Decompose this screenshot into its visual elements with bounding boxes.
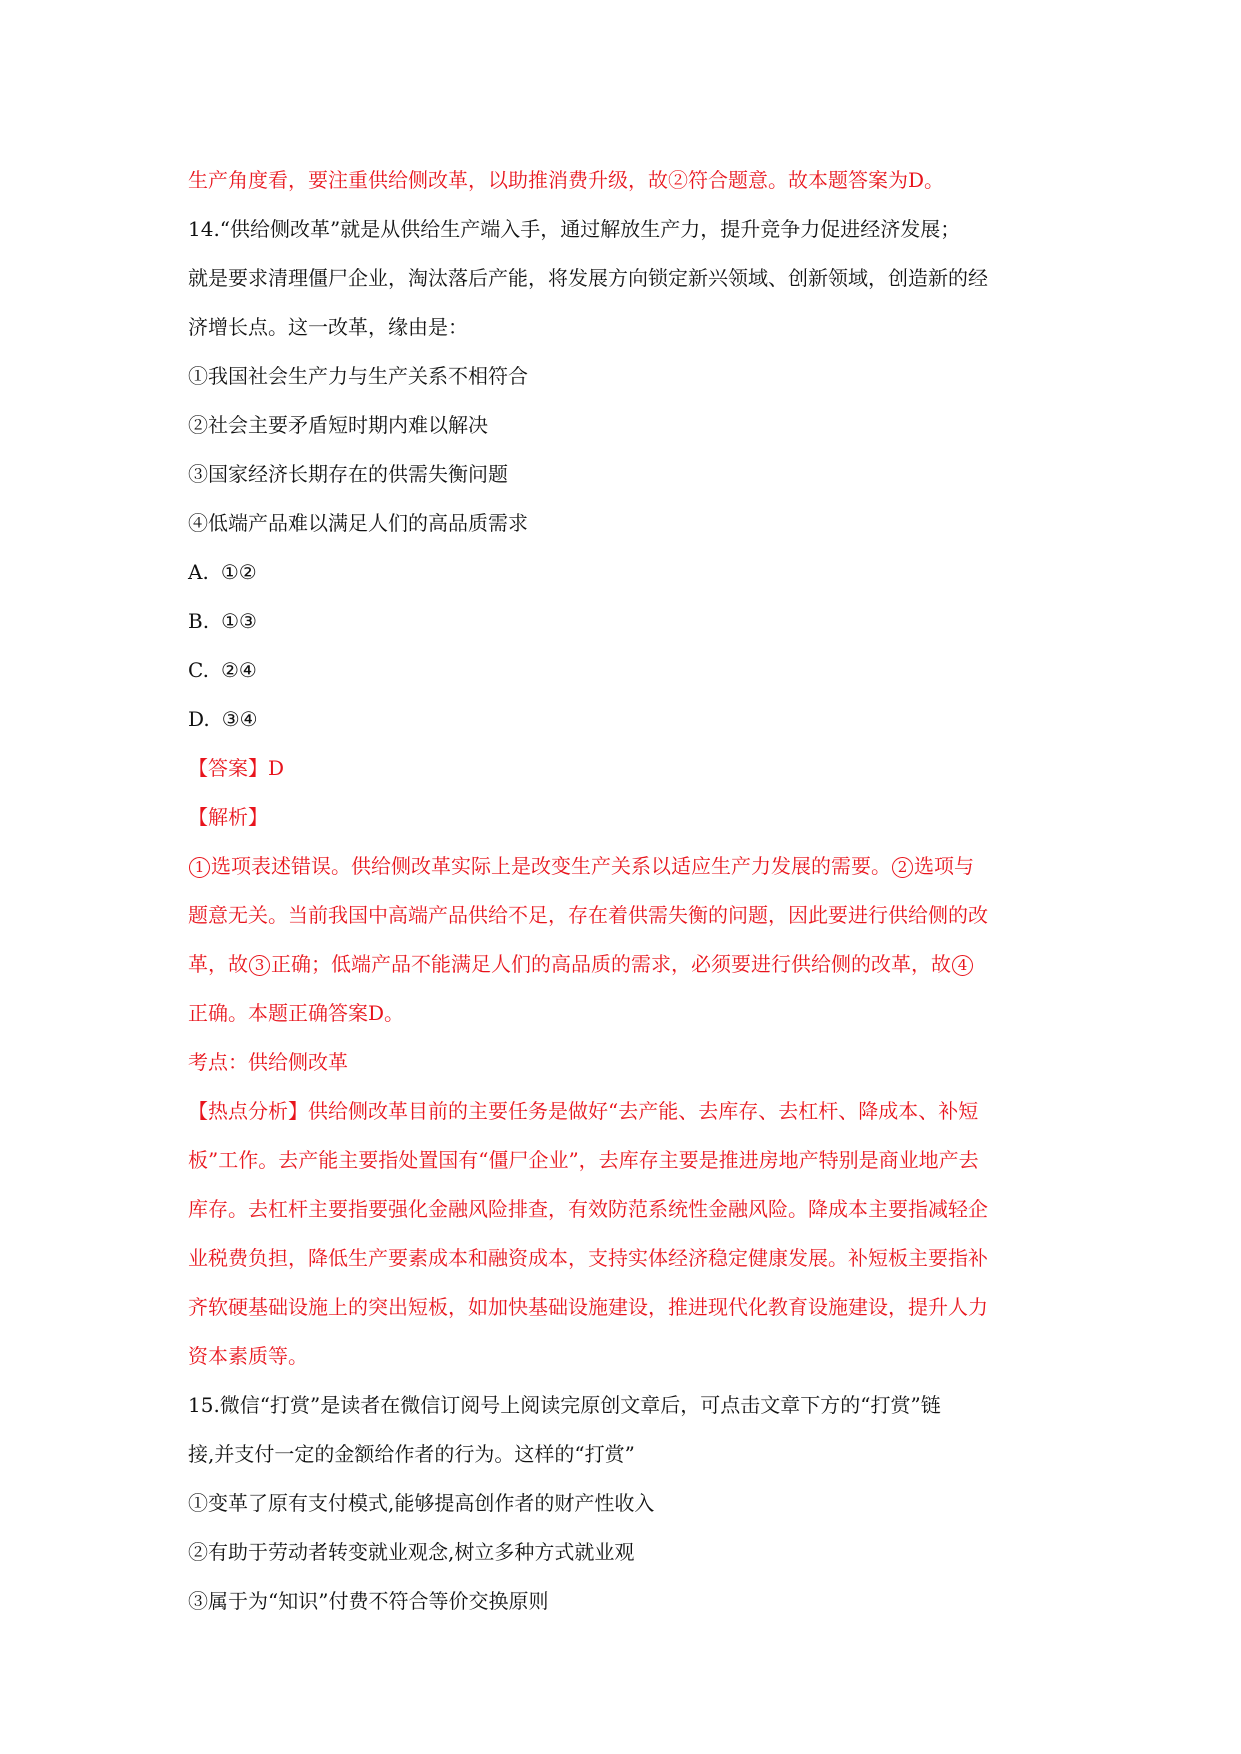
question-15-stem-line-2: 接,并支付一定的金额给作者的行为。这样的“打赏” <box>188 1442 635 1466</box>
option-letter: D. <box>188 707 210 731</box>
analysis-tag: 【解析】 <box>188 805 268 829</box>
hot-analysis-line-6: 资本素质等。 <box>188 1344 308 1368</box>
analysis-line-4: 正确。本题正确答案D。 <box>188 1001 405 1025</box>
document-page <box>188 156 1058 1626</box>
hot-analysis-line-3: 库存。去杠杆主要指要强化金融风险排查，有效防范系统性金融风险。降成本主要指减轻企 <box>188 1197 988 1221</box>
previous-analysis-continuation: 生产角度看，要注重供给侧改革，以助推消费升级，故②符合题意。故本题答案为D。 <box>188 168 945 192</box>
statement-4: ④低端产品难以满足人们的高品质需求 <box>188 511 528 535</box>
option-letter: B. <box>188 609 210 633</box>
statement-2: ②社会主要矛盾短时期内难以解决 <box>188 413 488 437</box>
option-a <box>188 548 1058 597</box>
question-14-stem-line-2: 就是要求清理僵尸企业，淘汰落后产能，将发展方向锁定新兴领域、创新领域，创造新的经 <box>188 266 988 290</box>
analysis-text: 革，故 <box>188 952 248 976</box>
answer-tag: 【答案】 <box>188 756 268 780</box>
option-c <box>188 646 1058 695</box>
question-15-stem-line-1: 15.微信“打赏”是读者在微信订阅号上阅读完原创文章后，可点击文章下方的“打赏”链 <box>188 1393 941 1417</box>
option-text: ①② <box>220 560 257 584</box>
analysis-line-3 <box>188 940 1058 989</box>
analysis-text: 选项表述错误。供给侧改革实际上是改变生产关系以适应生产力发展的需要。 <box>211 854 891 878</box>
hot-analysis-line-5: 齐软硬基础设施上的突出短板，如加快基础设施建设，推进现代化教育设施建设，提升人力 <box>188 1295 988 1319</box>
hot-analysis-line-2: 板”工作。去产能主要指处置国有“僵尸企业”，去库存主要是推进房地产特别是商业地产去 <box>188 1148 979 1172</box>
statement-1: ①我国社会生产力与生产关系不相符合 <box>188 364 528 388</box>
option-letter: A. <box>188 560 209 584</box>
statement-2: ②有助于劳动者转变就业观念,树立多种方式就业观 <box>188 1540 635 1564</box>
hot-analysis-line-4: 业税费负担，降低生产要素成本和融资成本，支持实体经济稳定健康发展。补短板主要指补 <box>188 1246 988 1270</box>
statement-1: ①变革了原有支付模式,能够提高创作者的财产性收入 <box>188 1491 655 1515</box>
question-15 <box>188 1381 1058 1626</box>
analysis-line-2: 题意无关。当前我国中高端产品供给不足，存在着供需失衡的问题，因此要进行供给侧的改 <box>188 903 988 927</box>
question-14 <box>188 205 1058 1381</box>
hot-analysis-text: 供给侧改革目前的主要任务是做好“去产能、去库存、去杠杆、降成本、补短 <box>308 1099 979 1123</box>
option-d <box>188 695 1058 744</box>
statement-3: ③国家经济长期存在的供需失衡问题 <box>188 462 508 486</box>
analysis-line-1 <box>188 842 1058 891</box>
option-text: ①③ <box>221 609 257 633</box>
kaodian-line: 考点：供给侧改革 <box>188 1050 348 1074</box>
statement-3: ③属于为“知识”付费不符合等价交换原则 <box>188 1589 549 1613</box>
answer-line <box>188 744 1058 793</box>
option-letter: C. <box>188 658 209 682</box>
option-b <box>188 597 1058 646</box>
circled-number: 4 <box>952 955 973 976</box>
question-14-stem-line-1: 14.“供给侧改革”就是从供给生产端入手，通过解放生产力，提升竞争力促进经济发展； <box>188 217 961 241</box>
analysis-text: 正确；低端产品不能满足人们的高品质的需求，必须要进行供给侧的改革，故 <box>271 952 951 976</box>
circled-number: 2 <box>892 857 913 878</box>
circled-number: 1 <box>189 857 210 878</box>
question-14-stem-line-3: 济增长点。这一改革，缘由是： <box>188 315 468 339</box>
answer-value: D <box>268 756 285 780</box>
circled-number: 3 <box>249 955 270 976</box>
hot-analysis-line-1 <box>188 1087 1058 1136</box>
option-text: ②④ <box>220 658 257 682</box>
option-text: ③④ <box>221 707 258 731</box>
hot-analysis-tag: 【热点分析】 <box>188 1099 308 1123</box>
analysis-text: 选项与 <box>914 854 974 878</box>
